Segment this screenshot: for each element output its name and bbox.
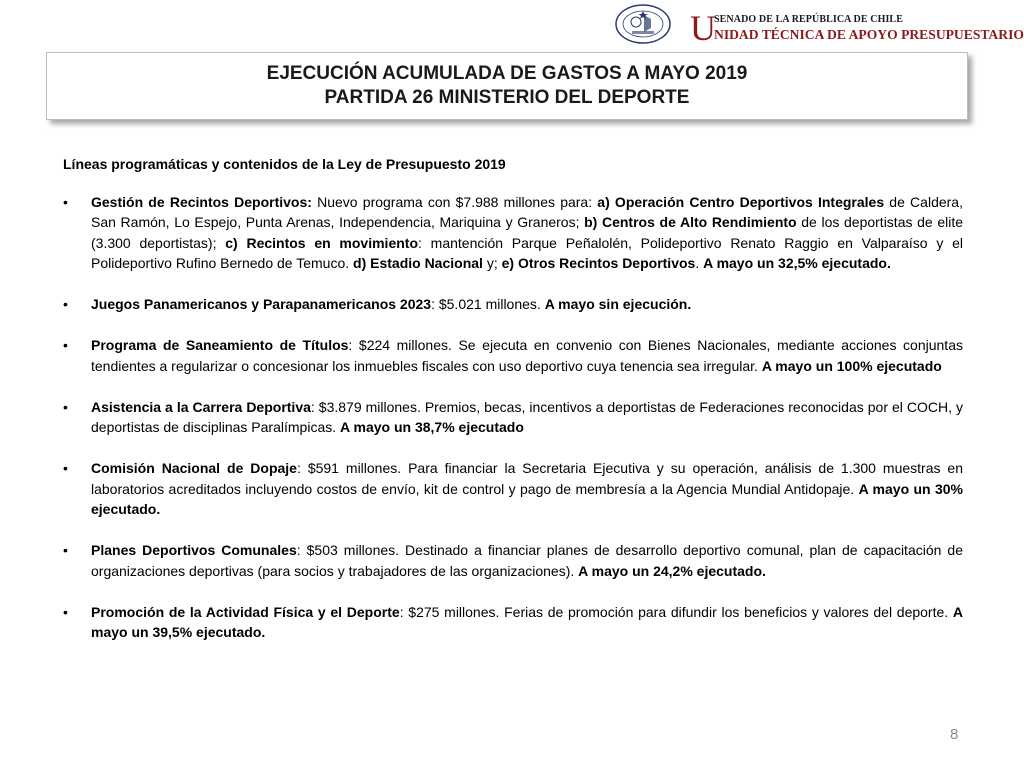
page-number: 8 (950, 726, 959, 743)
bold-text: A mayo sin ejecución. (544, 296, 692, 312)
bullet-icon: • (63, 603, 68, 620)
bold-text: A mayo un 38,7% ejecutado (340, 419, 524, 435)
title-line-2: PARTIDA 26 MINISTERIO DEL DEPORTE (324, 87, 690, 108)
bold-text: A mayo un 100% ejecutado (761, 357, 942, 374)
bold-text: Gestión de Recintos Deportivos: (91, 193, 312, 210)
bold-text: Planes Deportivos Comunales (91, 542, 297, 558)
bold-text: d) Estadio Nacional (353, 255, 483, 271)
bold-text: Juegos Panamericanos y Parapanamericanos 2023 (91, 296, 432, 312)
unit-initial: U (690, 8, 716, 48)
bold-text: e) Otros Recintos Deportivos (501, 255, 696, 271)
bold-text: Programa de Saneamiento de Títulos (91, 337, 349, 353)
section-heading: Líneas programáticas y contenidos de la Ley de Presupuesto 2019 (63, 156, 506, 172)
bullet-icon: • (63, 337, 68, 353)
list-item (63, 335, 963, 376)
body-text: : $275 millones. Ferias de promoción para difundir los beneficios y valores del deporte. (399, 603, 953, 620)
title-box (46, 52, 968, 120)
bold-text: A mayo un 30% ejecutado. (91, 480, 963, 517)
body-text: : $224 millones. Se ejecuta en convenio con Bienes Nacionales, mediante acciones conjuntas tendientes a regularizar o concesionar los inmuebles fiscales con uso deportivo cuya tenencia sea irregular. (91, 337, 963, 374)
bullet-icon: • (63, 193, 68, 210)
list-item (63, 458, 963, 520)
bold-text: A mayo un 39,5% ejecutado. (91, 603, 964, 640)
bold-text: A mayo un 32,5% ejecutado. (703, 255, 891, 271)
bold-text: Comisión Nacional de Dopaje (91, 460, 297, 476)
program-list (63, 192, 963, 643)
senate-seal-logo (614, 4, 672, 44)
body-text: . (695, 255, 704, 271)
unit-name: NIDAD TÉCNICA DE APOYO PRESUPUESTARIO (714, 27, 1024, 42)
bold-text: c) Recintos en movimiento (225, 234, 419, 251)
list-item (63, 602, 963, 643)
bold-text: A mayo un 24,2% ejecutado. (578, 562, 766, 579)
body-text: : $503 millones. Destinado a financiar planes de desarrollo deportivo comunal, plan de capacitación de organizaciones deportivas (para socios y trabajadores de las organizaciones). (91, 542, 963, 579)
bullet-icon: • (63, 398, 68, 415)
list-item (63, 540, 963, 581)
list-item (63, 192, 963, 274)
bold-text: Asistencia a la Carrera Deportiva (91, 398, 311, 415)
bold-text: a) Operación Centro Deportivos Integrales (597, 193, 885, 210)
list-item (63, 397, 963, 438)
body-text: Nuevo programa con $7.988 millones para: (311, 193, 598, 210)
bold-text: b) Centros de Alto Rendimiento (584, 214, 797, 230)
bullet-icon: • (63, 296, 68, 312)
bold-text: Promoción de la Actividad Física y el Deporte (91, 603, 400, 620)
content-body (63, 154, 963, 663)
senado-line: SENADO DE LA REPÚBLICA DE CHILE (714, 14, 903, 25)
list-item (63, 294, 963, 315)
body-text: y; (482, 255, 502, 271)
budget-unit-logo (690, 8, 1024, 48)
body-text: : $5.021 millones. (431, 296, 545, 312)
bullet-icon: • (63, 542, 68, 558)
body-text: : $3.879 millones. Premios, becas, incentivos a deportistas de Federaciones reconocidas por el COCH, y deportistas de disciplinas Paralímpicas. (91, 398, 963, 435)
bullet-icon: • (63, 460, 68, 476)
body-text: : $591 millones. Para financiar la Secretaria Ejecutiva y su operación, análisis de 1.300 muestras en laboratorios acreditados incluyendo costos de envío, kit de control y pago de membresía a la Agencia Mundial Antidopaje. (91, 460, 963, 497)
body-text: : mantención Parque Peñalolén, Polideportivo Renato Raggio en Valparaíso y el Polideportivo Rufino Bernedo de Temuco. (91, 234, 963, 271)
body-text: de los deportistas de elite (3.300 deportistas); (91, 214, 964, 251)
body-text: de Caldera, San Ramón, Lo Espejo, Punta Arenas, Independencia, Mariquina y Graneros; (91, 193, 963, 230)
title-line-1: EJECUCIÓN ACUMULADA DE GASTOS A MAYO 2019 (266, 63, 748, 84)
